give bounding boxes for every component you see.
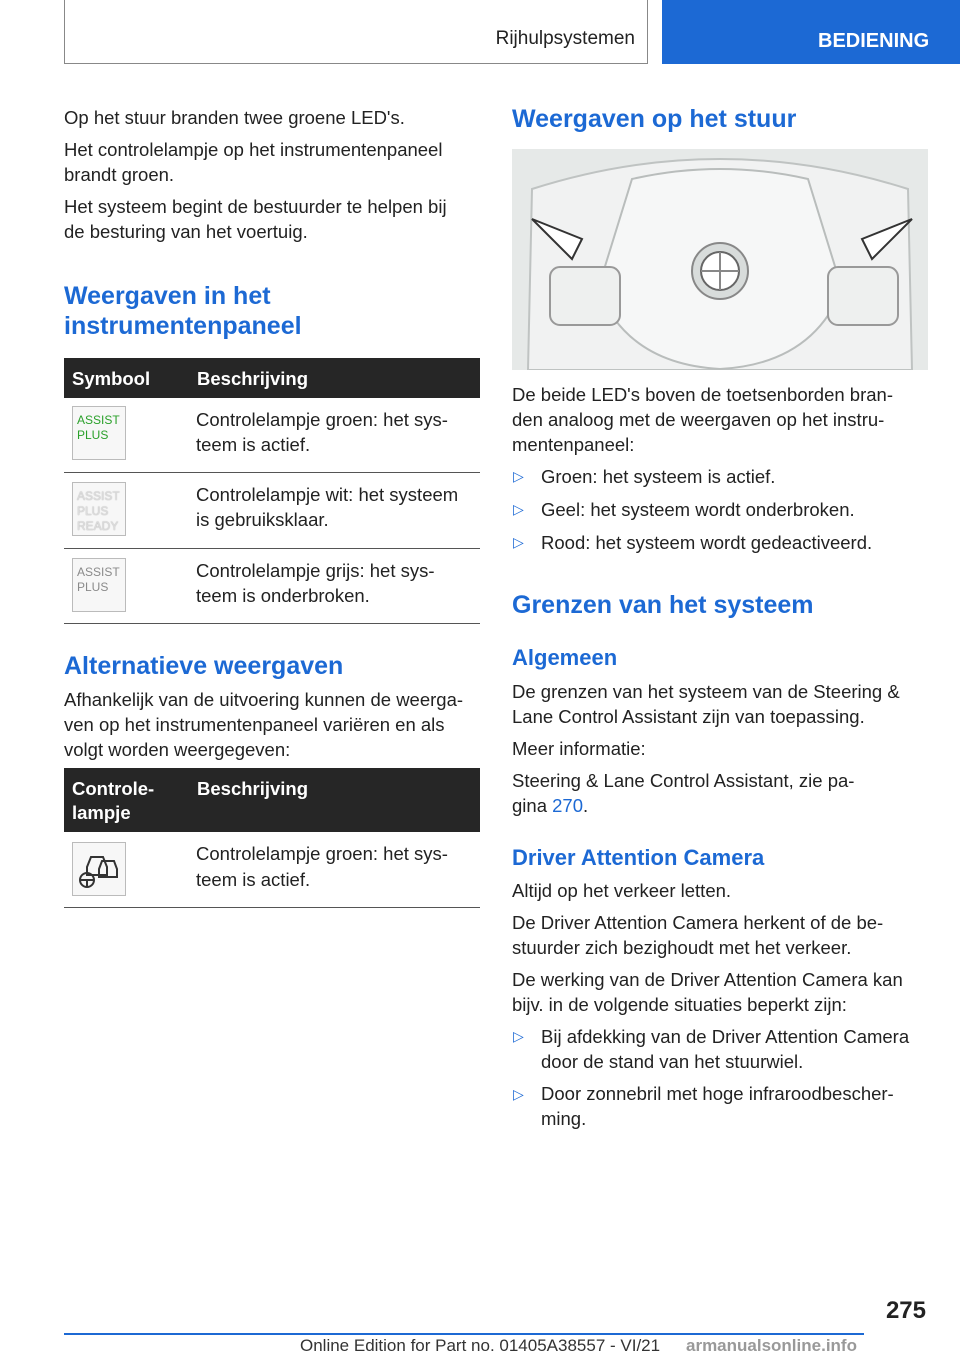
watermark: armanualsonline.info (686, 1336, 857, 1355)
table1-col-description: Beschrijving (197, 368, 309, 389)
camera-text-5: bijv. in de volgende situaties beperkt zijn: (512, 994, 847, 1015)
assist-plus-grey-icon: ASSIST PLUS (72, 558, 126, 612)
header-section: Rijhulpsystemen (495, 28, 635, 49)
wheel-text-2: den analoog met de weergaven op het instru- (512, 409, 885, 430)
table1-row3-desc-2: teem is onderbroken. (196, 585, 370, 606)
alt-text-2: ven op het instrumentenpaneel variëren en als (64, 714, 445, 735)
table1-row1-desc-2: teem is actief. (196, 434, 311, 455)
table1-col-symbol: Symbool (72, 368, 151, 389)
wheel-text-3: mentenpaneel: (512, 434, 635, 455)
general-text-1: De grenzen van het systeem van de Steering & (512, 681, 900, 702)
table1-row1-desc-1: Controlelampje groen: het sys- (196, 409, 448, 430)
alt-text-1: Afhankelijk van de uitvoering kunnen de weerga- (64, 689, 464, 710)
heading-alternative: Alternatieve weergaven (64, 652, 344, 680)
wheel-bullet-3: Rood: het systeem wordt gedeactiveerd. (541, 532, 873, 553)
steering-assist-cars-icon (72, 842, 126, 896)
header-chapter: BEDIENING (662, 0, 960, 64)
camera-text-4: De werking van de Driver Attention Camera kan (512, 969, 903, 990)
heading-wheel: Weergaven op het stuur (512, 105, 797, 133)
table1-divider-1 (64, 472, 480, 473)
table2-row1-desc-2: teem is actief. (196, 869, 311, 890)
table2-row1-desc-1: Controlelampje groen: het sys- (196, 843, 448, 864)
footer-divider (64, 1333, 864, 1335)
camera-bullet-2a: Door zonnebril met hoge infraroodbescher- (541, 1083, 894, 1104)
bullet-triangle-icon: ▷ (513, 1086, 524, 1102)
table2-col-lamp-2: lampje (72, 802, 131, 823)
general-text-3: Meer informatie: (512, 738, 646, 759)
intro-line-3: brandt groen. (64, 164, 175, 185)
intro-line-2: Het controlelampje op het instrumentenpaneel (64, 139, 443, 160)
footer-edition: Online Edition for Part no. 01405A38557 - VI/21 (300, 1336, 661, 1355)
heading-general: Algemeen (512, 645, 618, 670)
table1-row3-desc-1: Controlelampje grijs: het sys- (196, 560, 435, 581)
assist-plus-green-icon: ASSIST PLUS (72, 406, 126, 460)
table2-col-lamp-1: Controle- (72, 778, 155, 799)
bullet-triangle-icon: ▷ (513, 501, 524, 517)
alt-text-3: volgt worden weergegeven: (64, 739, 291, 760)
table2-header (64, 768, 480, 832)
heading-limits: Grenzen van het systeem (512, 591, 814, 619)
bullet-triangle-icon: ▷ (513, 468, 524, 484)
bullet-triangle-icon: ▷ (513, 1028, 524, 1044)
general-text-2: Lane Control Assistant zijn van toepassing. (512, 706, 865, 727)
camera-text-2: De Driver Attention Camera herkent of de be- (512, 912, 884, 933)
page-link-270[interactable]: 270 (552, 795, 583, 816)
camera-text-1: Altijd op het verkeer letten. (512, 880, 732, 901)
page-number: 275 (885, 1297, 926, 1324)
heading-display-2: instrumentenpaneel (64, 312, 302, 340)
camera-bullet-1a: Bij afdekking van de Driver Attention Camera (541, 1026, 910, 1047)
assist-plus-ready-icon: ASSIST PLUS READY (72, 482, 126, 536)
table1-row2-desc-1: Controlelampje wit: het systeem (196, 484, 459, 505)
heading-display-1: Weergaven in het (64, 282, 271, 310)
intro-line-4: Het systeem begint de bestuurder te helpen bij (64, 196, 447, 217)
table1-header (64, 358, 480, 398)
general-text-4: Steering & Lane Control Assistant, zie pa- (512, 770, 855, 791)
wheel-bullet-1: Groen: het systeem is actief. (541, 466, 776, 487)
header-section-box (64, 0, 648, 64)
intro-line-1: Op het stuur branden twee groene LED's. (64, 107, 405, 128)
table2-divider-1 (64, 907, 480, 908)
camera-bullet-1b: door de stand van het stuurwiel. (541, 1051, 804, 1072)
table1-divider-2 (64, 548, 480, 549)
bullet-triangle-icon: ▷ (513, 534, 524, 550)
wheel-text-1: De beide LED's boven de toetsenborden bran- (512, 384, 893, 405)
steering-wheel-image (512, 149, 928, 370)
wheel-bullet-2: Geel: het systeem wordt onderbroken. (541, 499, 855, 520)
table1-row2-desc-2: is gebruiksklaar. (196, 509, 329, 530)
heading-camera: Driver Attention Camera (512, 845, 765, 870)
table2-col-description: Beschrijving (197, 778, 309, 799)
table1-divider-3 (64, 623, 480, 624)
general-ref: gina 270. (512, 795, 589, 816)
intro-line-5: de besturing van het voertuig. (64, 221, 308, 242)
camera-text-3: stuurder zich bezighoudt met het verkeer. (512, 937, 852, 958)
camera-bullet-2b: ming. (541, 1108, 587, 1129)
